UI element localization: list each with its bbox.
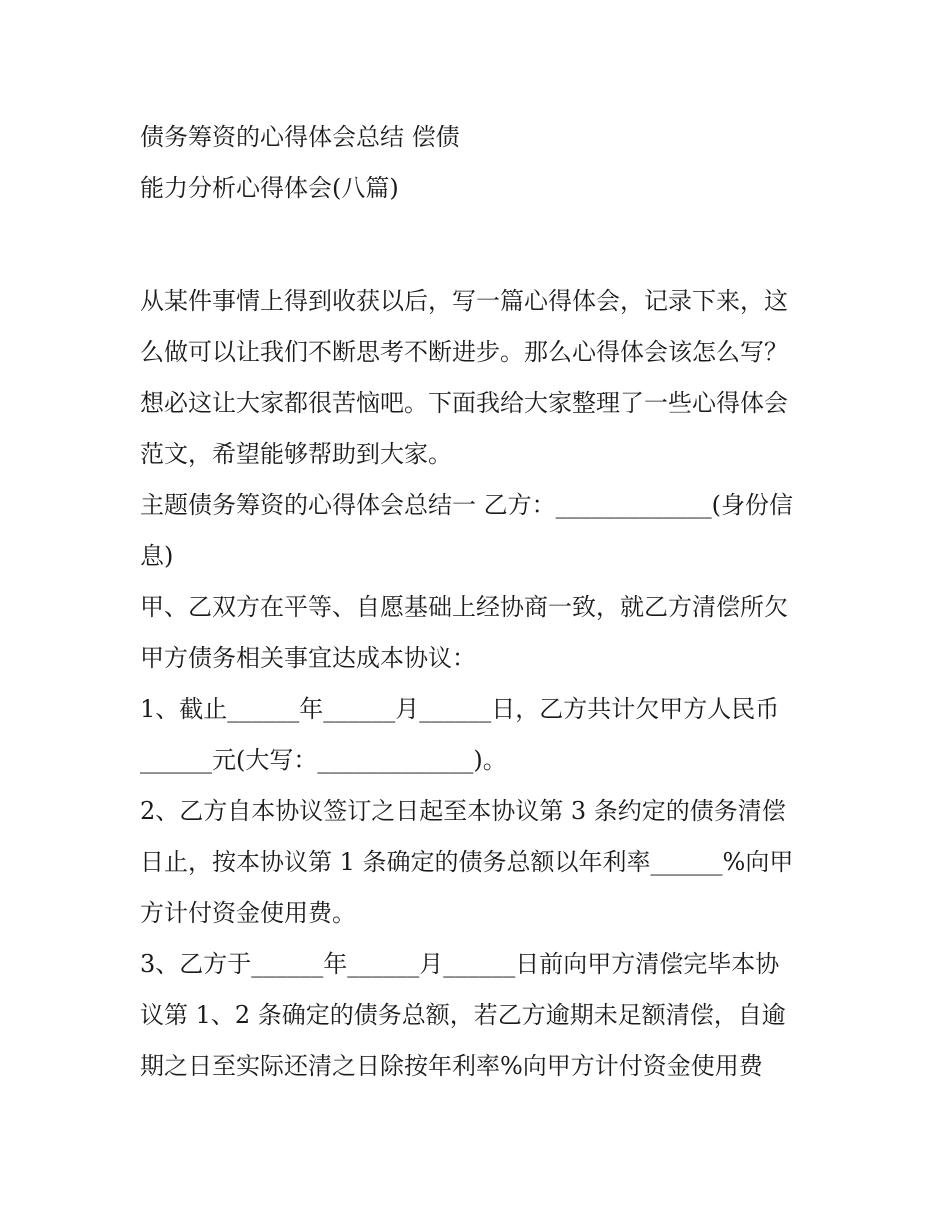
body-line: 期之日至实际还清之日除按年利率%向甲方计付资金使用费	[140, 1052, 763, 1080]
body-line: 1、截止______年______月______日，乙方共计欠甲方人民币	[140, 695, 780, 723]
body-line: 甲方债务相关事宜达成本协议：	[140, 644, 476, 672]
title-line: 债务筹资的心得体会总结 偿债	[140, 123, 460, 151]
body-line: 范文，希望能够帮助到大家。	[140, 440, 452, 468]
body-line: 方计付资金使用费。	[140, 899, 356, 927]
body-line: 甲、乙双方在平等、自愿基础上经协商一致，就乙方清偿所欠	[140, 593, 788, 621]
body-line: 议第 1、2 条确定的债务总额，若乙方逾期未足额清偿，自逾	[140, 1001, 786, 1029]
body-line: 从某件事情上得到收获以后，写一篇心得体会，记录下来，这	[140, 287, 788, 315]
document-title	[140, 112, 820, 214]
document-body	[140, 276, 820, 1092]
body-line: 主题债务筹资的心得体会总结一 乙方：_____________(身份信	[140, 491, 793, 519]
body-line: 息)	[140, 542, 174, 570]
title-line: 能力分析心得体会(八篇)	[140, 174, 399, 202]
body-line: 想必这让大家都很苦恼吧。下面我给大家整理了一些心得体会	[140, 389, 788, 417]
body-line: 3、乙方于______年______月______日前向甲方清偿完毕本协	[140, 950, 780, 978]
body-line: 么做可以让我们不断思考不断进步。那么心得体会该怎么写？	[140, 338, 788, 366]
body-line: ______元(大写：_____________)。	[140, 746, 507, 774]
body-line: 2、乙方自本协议签订之日起至本协议第 3 条约定的债务清偿	[140, 797, 786, 825]
body-line: 日止，按本协议第 1 条确定的债务总额以年利率______%向甲	[140, 848, 794, 876]
